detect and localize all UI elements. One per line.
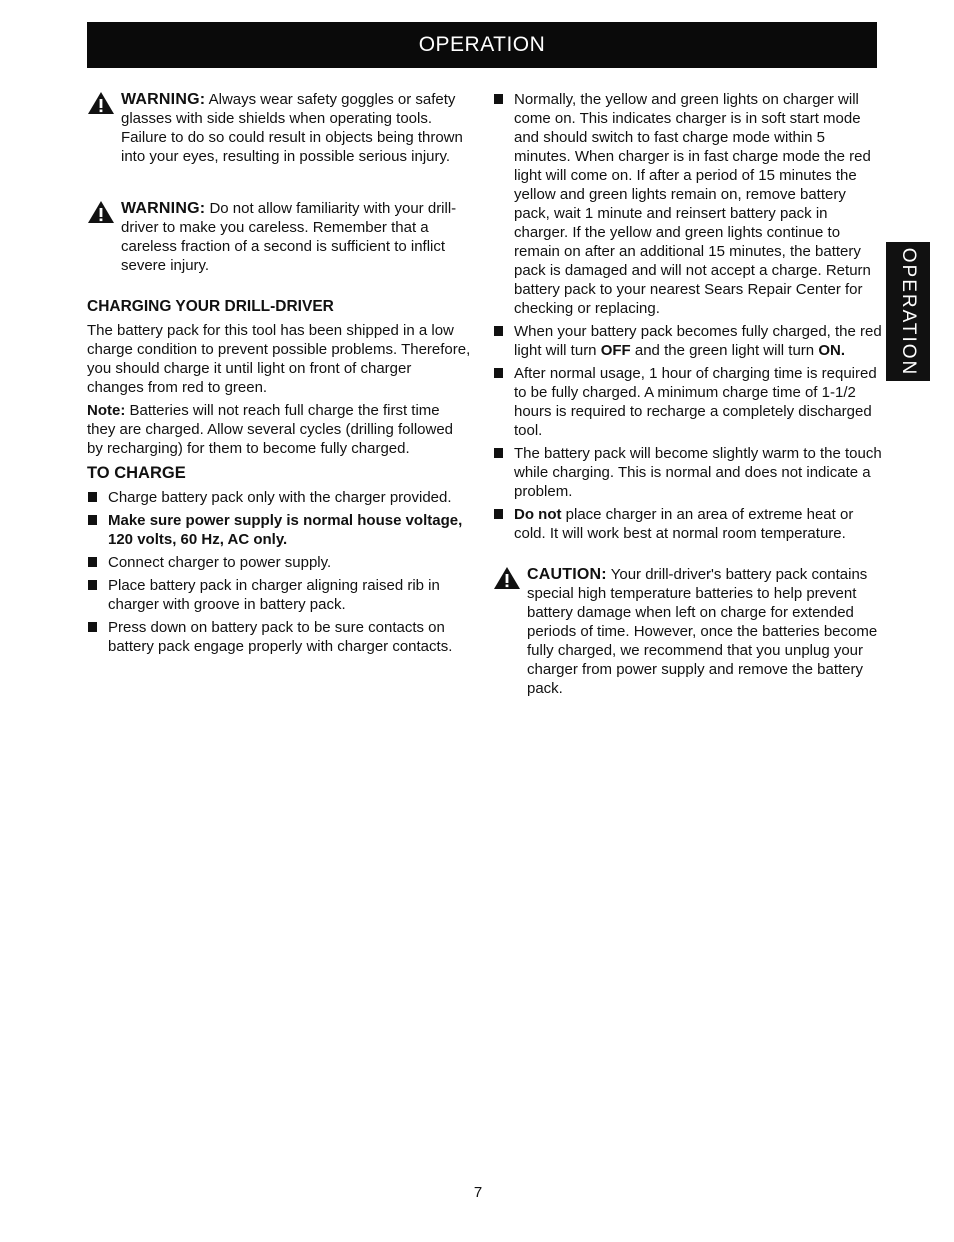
- text-fragment: When your battery pack becomes fully charged, the red light will turn: [514, 323, 882, 359]
- warning-triangle-icon: [493, 566, 521, 590]
- list-item: After normal usage, 1 hour of charging time is required to be fully charged. A minimum charge time of 1-1/2 hours is required to recharge a completely discharged tool.: [493, 364, 883, 440]
- to-charge-heading: TO CHARGE: [87, 464, 186, 482]
- list-item: Connect charger to power supply.: [87, 553, 472, 572]
- list-item: Press down on battery pack to be sure contacts on battery pack engage properly with charger contacts.: [87, 618, 472, 656]
- warning-block-goggles: [87, 90, 472, 166]
- warning-triangle-icon: [87, 200, 115, 224]
- side-tab: [886, 242, 930, 381]
- text-fragment: place charger in an area of extreme heat or cold. It will work best at normal room temperature.: [514, 506, 854, 542]
- warning-label: WARNING:: [121, 91, 206, 108]
- warning-label: WARNING:: [121, 200, 206, 217]
- charger-info-list: [493, 90, 883, 543]
- text-fragment: and the green light will turn: [630, 342, 819, 359]
- warning-text: Do not allow familiarity with your drill-driver to make you careless. Remember that a careless fraction of a second is sufficient to inflict severe injury.: [121, 200, 457, 274]
- list-item: Make sure power supply is normal house voltage, 120 volts, 60 Hz, AC only.: [87, 511, 472, 549]
- list-item: Normally, the yellow and green lights on charger will come on. This indicates charger is in soft start mode and should switch to fast charge mode within 5 minutes. When charger is in fast charge mode the red light will come on. If after a period of 15 minutes the yellow and green lights remain on, remove battery pack, wait 1 minute and reinsert battery pack in charger. If the yellow and green lights continue to remain on after an additional 15 minutes, the battery pack is damaged and will not accept a charge. Return battery pack to your nearest Sears Repair Center for checking or replacing.: [493, 90, 883, 318]
- right-column: [493, 90, 883, 698]
- charging-text: The battery pack for this tool has been shipped in a low charge condition to prevent possible problems. Therefore, you should charge it until light on front of charger changes from red to green.: [87, 322, 471, 396]
- left-column: [87, 90, 472, 660]
- warning-triangle-icon: [87, 91, 115, 115]
- side-tab-label: OPERATION: [898, 247, 919, 376]
- warning-block-familiarity: [87, 199, 472, 275]
- text-off: OFF: [600, 342, 631, 359]
- note-text: Batteries will not reach full charge the first time they are charged. Allow several cycles (drilling followed by recharging) for them to become fully charged.: [87, 402, 454, 457]
- list-item: [493, 322, 883, 360]
- caution-label: CAUTION:: [527, 566, 607, 583]
- list-item: The battery pack will become slightly warm to the touch while charging. This is normal and does not indicate a problem.: [493, 444, 883, 501]
- text-do-not: Do not: [514, 506, 562, 523]
- list-item: Charge battery pack only with the charger provided.: [87, 488, 472, 507]
- page-number: 7: [473, 1184, 483, 1201]
- section-header: OPERATION: [87, 22, 877, 68]
- charging-heading: CHARGING YOUR DRILL-DRIVER: [87, 298, 334, 315]
- caution-block: [493, 565, 883, 698]
- list-item: [493, 505, 883, 543]
- text-on: ON.: [818, 342, 845, 359]
- warning-text: Always wear safety goggles or safety glasses with side shields when operating tools. Failure to do so could result in objects being thrown into your eyes, resulting in possible serious injury.: [121, 91, 463, 165]
- list-item: Place battery pack in charger aligning raised rib in charger with groove in battery pack.: [87, 576, 472, 614]
- to-charge-list: [87, 488, 472, 656]
- note-label: Note:: [87, 402, 126, 419]
- charging-note: [87, 401, 472, 458]
- caution-text: Your drill-driver's battery pack contains special high temperature batteries to help prevent battery damage when left on charge for extended periods of time. However, once the batteries become fully charged, we recommend that you unplug your charger from power supply and remove the battery pack.: [527, 566, 878, 697]
